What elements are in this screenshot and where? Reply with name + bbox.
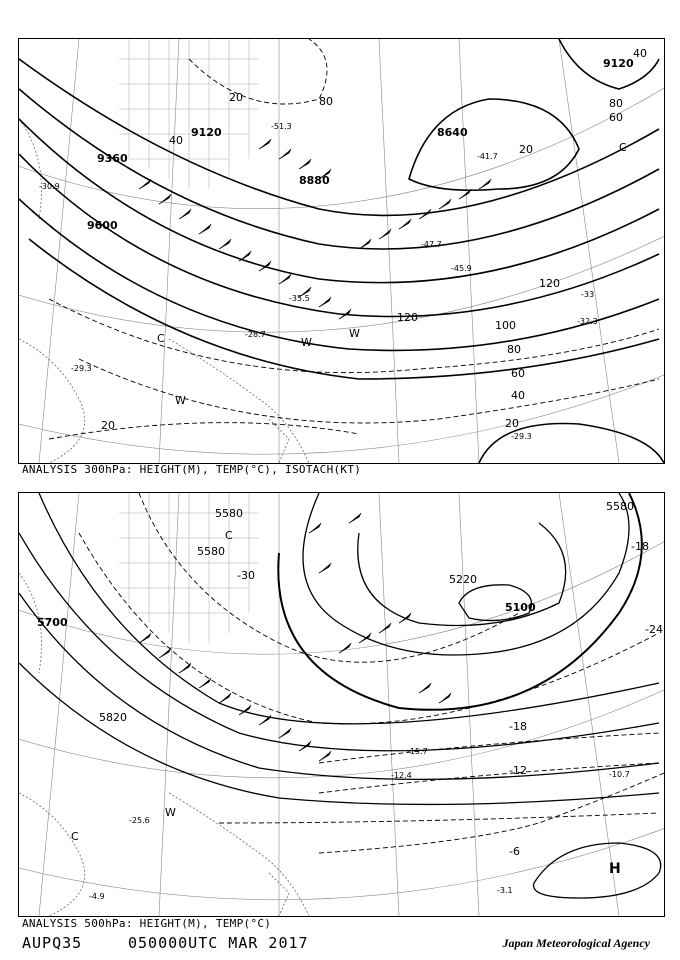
temp-label: -33: [581, 290, 595, 299]
height-label: 9120: [191, 126, 222, 139]
isotach-label: 40: [169, 134, 183, 147]
height-contours-300: [19, 39, 659, 379]
temp-label: -18: [631, 540, 649, 553]
chart-300hpa-map: [19, 39, 664, 463]
height-label: 8880: [299, 174, 330, 187]
isotach-label: 80: [319, 95, 333, 108]
chart-500hpa-caption: ANALYSIS 500hPa: HEIGHT(M), TEMP(°C): [22, 917, 272, 930]
isotach-label: 60: [511, 367, 525, 380]
temp-label: -41.7: [477, 152, 498, 161]
graticule-300: [19, 39, 664, 463]
warm-marker: W: [165, 806, 176, 819]
chart-300hpa-caption: ANALYSIS 300hPa: HEIGHT(M), TEMP(°C), ISOTACH(KT): [22, 463, 362, 476]
temp-label: -24: [645, 623, 663, 636]
temp-label: -15.7: [407, 747, 428, 756]
chart-300hpa-panel: [18, 38, 665, 464]
temp-label: -45.9: [451, 264, 472, 273]
height-label: 9120: [603, 57, 634, 70]
temp-label: -25.6: [129, 816, 150, 825]
warm-marker: W: [349, 327, 360, 340]
height-label: 5820: [99, 711, 127, 724]
isotach-label: 20: [229, 91, 243, 104]
temp-label: -47.7: [421, 240, 442, 249]
isotach-label: 20: [519, 143, 533, 156]
isotach-label: 80: [609, 97, 623, 110]
isotach-label: 120: [539, 277, 560, 290]
temp-label: -28.7: [245, 330, 266, 339]
wind-barbs-300: [139, 139, 491, 319]
isotach-label: 80: [507, 343, 521, 356]
cold-marker: C: [157, 332, 165, 345]
isotach-label: 60: [609, 111, 623, 124]
height-label: 8640: [437, 126, 468, 139]
isotach-label: 20: [101, 419, 115, 432]
isotach-label: 100: [495, 319, 516, 332]
land-grid-300: [119, 39, 259, 189]
height-label: 5580: [606, 500, 634, 513]
temp-label: -18: [509, 720, 527, 733]
temp-label: -6: [509, 845, 520, 858]
chart-500hpa-panel: [18, 492, 665, 917]
isotach-label: 40: [511, 389, 525, 402]
cold-marker: C: [619, 141, 627, 154]
agency-name: Japan Meteorological Agency: [502, 936, 650, 950]
temp-label: -32.3: [577, 317, 598, 326]
temp-label: -3.1: [497, 886, 513, 895]
temp-label: -10.7: [609, 770, 630, 779]
height-label: 5580: [215, 507, 243, 520]
warm-marker: W: [301, 336, 312, 349]
height-label: 9360: [97, 152, 128, 165]
chart-product-code: AUPQ35: [22, 934, 83, 952]
temp-label: -4.9: [89, 892, 105, 901]
analysis-datetime: 050000UTC MAR 2017: [128, 934, 309, 952]
height-contours-500: [19, 493, 659, 804]
temp-label: -35.5: [289, 294, 310, 303]
height-label: 5580: [197, 545, 225, 558]
temp-label: -30.9: [39, 182, 60, 191]
temp-label: -12.4: [391, 771, 412, 780]
isotach-label: 120: [397, 311, 418, 324]
high-pressure-marker: H: [609, 861, 621, 877]
height-label: 5700: [37, 616, 68, 629]
height-label: 9600: [87, 219, 118, 232]
temp-label: -12: [509, 764, 527, 777]
coastline-300: [19, 119, 309, 463]
height-label: 5100: [505, 601, 536, 614]
temp-label: -29.3: [71, 364, 92, 373]
isotach-label: 40: [633, 47, 647, 60]
chart-500hpa-map: [19, 493, 664, 916]
height-label: 5220: [449, 573, 477, 586]
temp-label: -30: [237, 569, 255, 582]
isotach-label: 20: [505, 417, 519, 430]
temp-label: -29.3: [511, 432, 532, 441]
temp-label: -51.3: [271, 122, 292, 131]
cold-marker: C: [225, 529, 233, 542]
cold-marker: C: [71, 830, 79, 843]
warm-marker: W: [175, 394, 186, 407]
